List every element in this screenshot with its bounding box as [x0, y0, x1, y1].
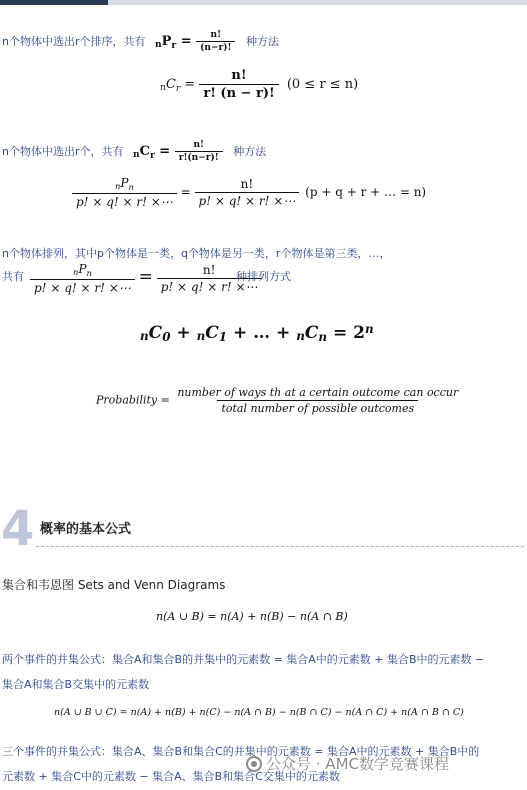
- multiset-text-before: 共有: [2, 270, 24, 283]
- union2-desc-2: 集合A和集合B交集中的元素数: [2, 678, 150, 691]
- perm-inline-formula: $nP_r$ = $\frac{n!}{(n-r)!}$: [155, 34, 240, 49]
- multinomial-eq-num-right: n!: [240, 177, 254, 191]
- comb-inline-den: r!(n−r)!: [175, 151, 223, 163]
- multiset-text-after: 种排列方式: [236, 270, 291, 283]
- union2-formula: n(A ∪ B) = n(A) + n(B) − n(A ∩ B): [156, 610, 348, 623]
- multinomial-equation: $\frac{nP_n}{p! \times q! \times r! \times\cdots}$ = $\frac{n!}{p! \times q! \times r! \times\cdots}$ (p + q + r + … = n): [72, 176, 426, 209]
- section-title: 概率的基本公式: [40, 522, 132, 537]
- union3-desc-1: 三个事件的并集公式：集合A、集合B和集合C的并集中的元素数 = 集合A中的元素数 + 集合B中的: [2, 745, 480, 758]
- comb-inline-num: n!: [193, 140, 204, 150]
- watermark-text: 公众号 · AMC数学竞赛课程: [266, 755, 449, 773]
- perm-eq-cond: (0 ≤ r ≤ n): [286, 77, 359, 92]
- wechat-icon: [246, 756, 262, 772]
- perm-eq-den: r! (n − r)!: [199, 84, 278, 101]
- multinomial-eq-den-right: p! × q! × r! ×⋯: [195, 192, 300, 208]
- multiset-num-left: P: [78, 262, 87, 276]
- comb-text-after: 种方法: [233, 145, 267, 158]
- top-progress-fill: [0, 0, 108, 5]
- comb-line: [2, 140, 266, 163]
- multiset-num-right: n!: [202, 263, 216, 277]
- multiset-den-left: p! × q! × r! ×⋯: [30, 279, 135, 295]
- perm-line: [2, 30, 279, 53]
- perm-eq-num: n!: [231, 68, 247, 83]
- multinomial-eq-num-left: P: [120, 176, 129, 190]
- probability-formula: [96, 386, 462, 415]
- top-progress-bar: [0, 0, 527, 5]
- perm-text-before: n个物体中选出r个排序，共有: [2, 35, 146, 48]
- sets-title: 集合和韦恩图 Sets and Venn Diagrams: [2, 578, 226, 592]
- multiset-text-1: n个物体排列，其中p个物体是一类，q个物体是另一类，r个物体是第三类，…，: [2, 247, 391, 260]
- union3-formula: n(A ∪ B ∪ C) = n(A) + n(B) + n(C) − n(A ∩ B) − n(B ∩ C) − n(A ∩ C) + n(A ∩ B ∩ C): [54, 707, 464, 718]
- perm-inline-num: n!: [210, 30, 222, 40]
- section-divider: [36, 546, 524, 547]
- perm-equation: $nC_r$ = $\frac{n!}{r! (n - r)!}$ (0 ≤ r ≤ n): [160, 68, 359, 101]
- binomial-rhs: 2: [353, 323, 365, 343]
- watermark: [246, 753, 449, 774]
- multinomial-eq-cond: (p + q + r + … = n): [305, 185, 427, 199]
- multiset-den-right: p! × q! × r! ×⋯: [157, 278, 262, 294]
- section-number: 4: [1, 501, 35, 557]
- multiset-formula: $\frac{nP_n}{p! \times q! \times r! \times\cdots}$ = $\frac{n!}{p! \times q! \times r! \times\cdots}$: [30, 262, 262, 295]
- union3-desc-2: 元素数 + 集合C中的元素数 − 集合A、集合B和集合C交集中的元素数: [2, 770, 340, 783]
- multinomial-eq-den-left: p! × q! × r! ×⋯: [72, 193, 177, 209]
- probability-num: number of ways tℎ at a certain outcome can occur: [177, 386, 459, 399]
- union2-desc-1: 两个事件的并集公式：集合A和集合B的并集中的元素数 = 集合A中的元素数 + 集合B中的元素数 −: [2, 653, 485, 666]
- probability-label: Probability =: [96, 393, 170, 407]
- binomial-sum: $nC_0 + nC_1$ + … + $nC_n = 2^n$: [140, 322, 374, 344]
- comb-inline-formula: $nC_r$ = $\frac{n!}{r!(n-r)!}$: [133, 144, 227, 159]
- perm-inline-den: (n−r)!: [196, 41, 235, 53]
- perm-text-after: 种方法: [245, 35, 279, 48]
- probability-den: total number of possible outcomes: [217, 400, 418, 415]
- comb-text-before: n个物体中选出r个，共有: [2, 145, 124, 158]
- multiset-line-2: [2, 268, 24, 284]
